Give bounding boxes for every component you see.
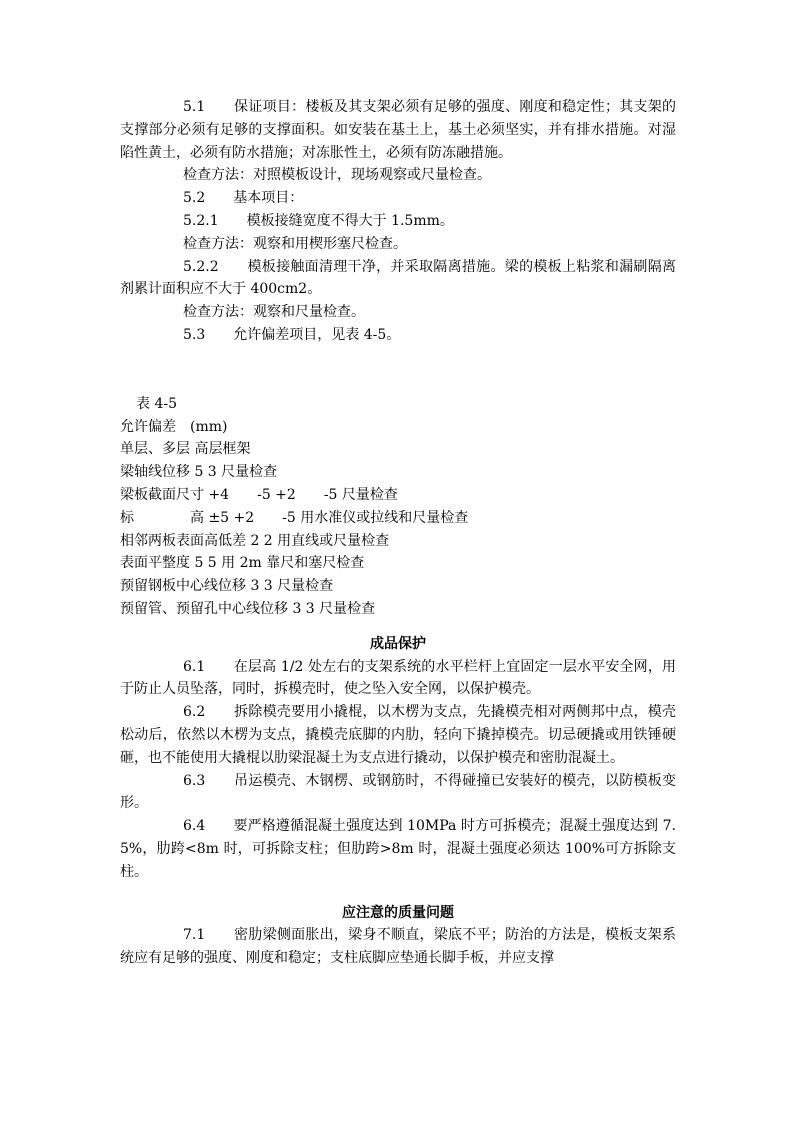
section-heading-quality-issues: 应注意的质量问题: [342, 904, 454, 921]
paragraph-7-1: 7.1 密肋梁侧面胀出，梁身不顺直，梁底不平；防治的方法是，模板支架系统应有足够的强度、刚度和稳定；支柱底脚应垫通长脚手板，并应支撑: [120, 927, 676, 967]
paragraph-6-1: 6.1 在层高 1/2 处左右的支架系统的水平栏杆上宜固定一层水平安全网，用于防止人员坠落，同时，拆模壳时，使之坠入安全网，以保护模壳。: [120, 658, 676, 698]
table-row: 梁板截面尺寸 +4 -5 +2 -5 尺量检查: [120, 486, 398, 503]
table-row: 相邻两板表面高低差 2 2 用直线或尺量检查: [120, 532, 390, 549]
table-row: 标 高 ±5 +2 -5 用水准仪或拉线和尺量检查: [120, 509, 469, 526]
paragraph-check-method-2: 检查方法：观察和用楔形塞尺检查。: [183, 235, 407, 252]
paragraph-check-method-3: 检查方法：观察和尺量检查。: [183, 304, 365, 321]
section-heading-product-protection: 成品保护: [370, 635, 426, 652]
paragraph-6-3: 6.3 吊运模壳、木钢楞、或钢筋时，不得碰撞已安装好的模壳，以防模板变形。: [120, 772, 676, 812]
paragraph-6-2: 6.2 拆除模壳要用小撬棍，以木楞为支点，先撬模壳相对两侧邦中点，模壳松动后，依然以木楞为支点，撬模壳底脚的内肋，轻向下撬掉模壳。切忌硬撬或用铁锤硬砸，也不能使用大撬棍以肋梁混凝土为支点进行撬动，以保护模壳和密肋混凝土。: [120, 704, 676, 766]
tolerance-table: [120, 393, 676, 621]
paragraph-5-2-2: 5.2.2 模板接触面清理干净，并采取隔离措施。梁的模板上粘浆和漏刷隔离剂累计面积应不大于 400cm2。: [120, 258, 676, 298]
table-row: 预留钢板中心线位移 3 3 尺量检查: [120, 578, 334, 595]
table-row: 允许偏差 (mm): [120, 418, 228, 435]
paragraph-5-3: 5.3 允许偏差项目，见表 4-5。: [183, 326, 401, 343]
document-page: [120, 96, 676, 970]
table-row: 单层、多层 高层框架: [120, 441, 251, 458]
paragraph-6-4: 6.4 要严格遵循混凝土强度达到 10MPa 时方可拆模壳；混凝土强度达到 7.5%，肋跨<8m 时，可拆除支柱；但肋跨>8m 时，混凝土强度必须达 100%可方拆除支柱。: [120, 818, 676, 880]
table-caption: 表 4-5: [136, 395, 177, 412]
table-row: 表面平整度 5 5 用 2m 靠尺和塞尺检查: [120, 555, 365, 572]
paragraph-check-method-1: 检查方法：对照模板设计，现场观察或尺量检查。: [183, 167, 491, 184]
table-row: 预留管、预留孔中心线位移 3 3 尺量检查: [120, 600, 376, 617]
spacer: [120, 884, 676, 902]
paragraph-5-1: 5.1 保证项目：楼板及其支架必须有足够的强度、刚度和稳定性；其支架的支撑部分必须有足够的支撑面积。如安装在基土上，基土必须坚实，并有排水措施。对湿陷性黄土，必须有防水措施；对冻胀性土，必须有防冻融措施。: [120, 99, 676, 161]
spacer: [120, 347, 676, 393]
paragraph-5-2: 5.2 基本项目：: [183, 190, 304, 207]
paragraph-5-2-1: 5.2.1 模板接缝宽度不得大于 1.5mm。: [183, 212, 454, 229]
table-row: 梁轴线位移 5 3 尺量检查: [120, 464, 278, 481]
spacer: [120, 621, 676, 633]
